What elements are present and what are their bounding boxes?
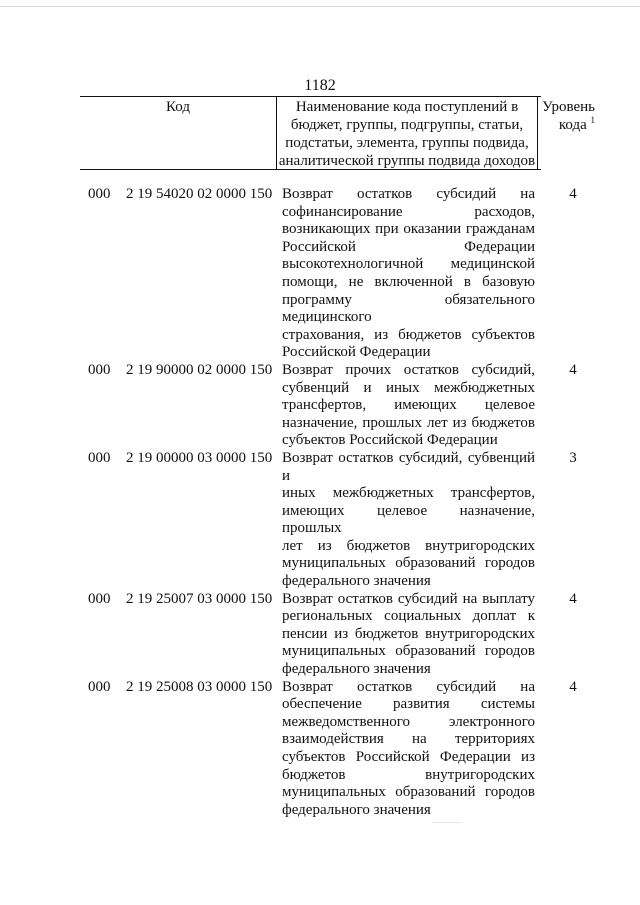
table-row	[88, 591, 588, 679]
description-line: трансфертов, имеющих целевое	[282, 397, 535, 414]
header-name-line: подстатьи, элемента, группы подвида,	[285, 135, 529, 151]
description-line: обеспечение развития системы	[282, 696, 535, 713]
table-row	[88, 362, 588, 450]
description-line: бюджетов внутригородских	[282, 766, 535, 783]
description-line: межведомственного электронного	[282, 713, 535, 730]
row-description	[282, 591, 535, 679]
code-table-body	[88, 186, 588, 819]
row-level: 4	[569, 361, 577, 378]
description-line: субъектов Российской Федерации из	[282, 749, 535, 765]
header-name-column	[277, 97, 538, 169]
description-line: федерального значения	[282, 573, 431, 590]
description-line: софинансирование расходов,	[282, 203, 535, 220]
footnote-marker: 1	[590, 115, 595, 125]
description-line: региональных социальных доплат к	[282, 608, 535, 625]
header-level-line: Уровень	[542, 99, 595, 115]
row-admin-code: 000	[88, 186, 111, 202]
row-budget-code: 2 19 00000 03 0000 150	[126, 449, 273, 466]
description-line: взаимодействия на территориях	[282, 731, 535, 748]
header-level-line-2: кода $^1$	[558, 115, 595, 133]
table-row	[88, 186, 588, 362]
description-line: программу обязательного медицинского	[282, 291, 535, 326]
table-row	[88, 679, 588, 820]
row-budget-code: 2 19 25008 03 0000 150	[126, 678, 273, 695]
description-line: возникающих при оказании гражданам	[282, 221, 535, 238]
row-description	[282, 679, 535, 820]
row-level: 3	[569, 449, 577, 466]
table-header	[80, 96, 595, 170]
description-line: Возврат остатков субсидий на выплату	[282, 590, 535, 607]
description-line: иных межбюджетных трансфертов,	[282, 485, 535, 502]
description-line: высокотехнологичной медицинской	[282, 256, 535, 273]
row-budget-code: 2 19 90000 02 0000 150	[126, 361, 273, 378]
description-line: назначение, прошлых лет из бюджетов	[282, 414, 535, 431]
table-row	[88, 450, 588, 591]
description-line: муниципальных образований городов	[282, 784, 535, 801]
row-budget-code: 2 19 25007 03 0000 150	[126, 590, 273, 607]
description-line: лет из бюджетов внутригородских	[282, 537, 535, 554]
header-name-line: аналитической группы подвида доходов	[278, 153, 536, 169]
description-line: федерального значения	[282, 661, 431, 678]
scan-edge-line	[0, 6, 640, 7]
row-description	[282, 186, 535, 362]
row-admin-code: 000	[88, 361, 111, 378]
header-code-label: Код	[166, 99, 190, 115]
description-line: Российской Федерации	[282, 238, 535, 255]
description-line: пенсии из бюджетов внутригородских	[282, 625, 535, 642]
description-line: Российской Федерации	[282, 344, 431, 361]
description-line: помощи, не включенной в базовую	[282, 273, 535, 290]
description-line: муниципальных образований городов	[282, 555, 535, 572]
description-line: Возврат остатков субсидий на	[282, 678, 535, 695]
row-level: 4	[569, 186, 577, 202]
row-admin-code: 000	[88, 590, 111, 607]
row-level: 4	[569, 590, 577, 607]
header-name-line: Наименование кода поступлений в	[295, 99, 519, 115]
description-line: субъектов Российской Федерации	[282, 432, 498, 449]
row-description	[282, 362, 535, 450]
header-level-label	[542, 98, 595, 134]
row-admin-code: 000	[88, 678, 111, 695]
scan-artifact	[432, 822, 462, 823]
description-line: имеющих целевое назначение, прошлых	[282, 502, 535, 537]
row-description	[282, 450, 535, 591]
header-name-line: бюджет, группы, подгруппы, статьи,	[290, 117, 524, 133]
header-code-column	[80, 97, 277, 169]
page-number: 1182	[304, 77, 336, 94]
row-level: 4	[569, 678, 577, 695]
row-admin-code: 000	[88, 449, 111, 466]
description-line: субвенций и иных межбюджетных	[282, 379, 535, 396]
header-level-column	[538, 97, 595, 169]
description-line: Возврат остатков субсидий, субвенций и	[282, 449, 535, 484]
description-line: Возврат остатков субсидий на	[282, 186, 535, 202]
description-line: федерального значения	[282, 801, 431, 818]
description-line: муниципальных образований городов	[282, 643, 535, 660]
row-budget-code: 2 19 54020 02 0000 150	[126, 186, 273, 202]
description-line: страхования, из бюджетов субъектов	[282, 326, 535, 343]
description-line: Возврат прочих остатков субсидий,	[282, 361, 535, 378]
